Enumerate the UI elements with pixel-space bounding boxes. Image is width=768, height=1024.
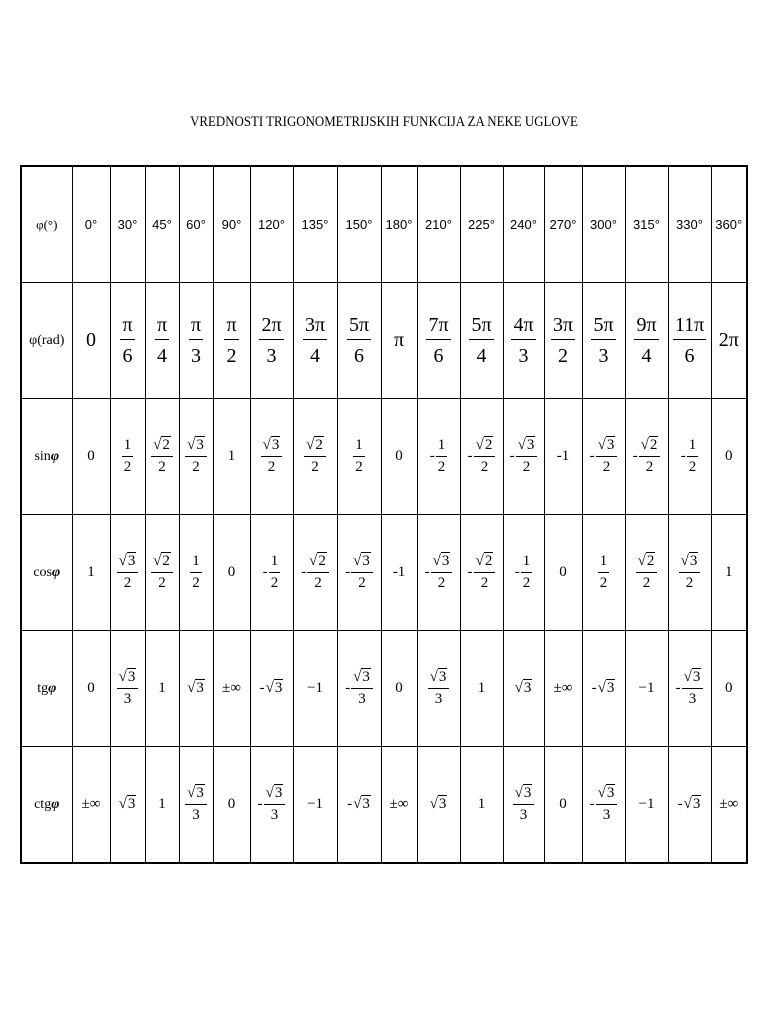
- value-cell: $\frac{1}{2}$: [110, 399, 145, 515]
- value-cell: $\frac{√3}{2}$: [668, 515, 711, 631]
- value-cell: $\frac{3\pi}{2}$: [544, 283, 582, 399]
- row-label: φ(rad): [21, 283, 72, 399]
- value-cell: 210°: [417, 166, 460, 283]
- value-cell: 0: [544, 515, 582, 631]
- value-cell: $\frac{\pi}{4}$: [145, 283, 179, 399]
- value-cell: −1: [293, 747, 337, 864]
- value-cell: 0: [72, 399, 110, 515]
- value-cell: 180°: [381, 166, 417, 283]
- page-title: VREDNOSTI TRIGONOMETRIJSKIH FUNKCIJA ZA NEKE UGLOVE: [190, 114, 578, 130]
- value-cell: -√3: [250, 631, 293, 747]
- value-cell: 1: [145, 631, 179, 747]
- value-cell: −1: [625, 747, 668, 864]
- value-cell: 0: [711, 631, 747, 747]
- value-cell: $\frac{√3}{2}$: [250, 399, 293, 515]
- value-cell: 0: [711, 399, 747, 515]
- value-cell: ±∞: [544, 631, 582, 747]
- value-cell: ±∞: [213, 631, 250, 747]
- value-cell: √3: [110, 747, 145, 864]
- value-cell: ±∞: [381, 747, 417, 864]
- value-cell: 315°: [625, 166, 668, 283]
- value-cell: $\frac{\pi}{3}$: [179, 283, 213, 399]
- value-cell: −1: [625, 631, 668, 747]
- value-cell: 240°: [503, 166, 544, 283]
- row-tg: [21, 631, 747, 747]
- value-cell: -1: [381, 515, 417, 631]
- value-cell: -√3: [668, 747, 711, 864]
- value-cell: - $\frac{1}{2}$: [503, 515, 544, 631]
- value-cell: √3: [179, 631, 213, 747]
- value-cell: $\frac{3\pi}{4}$: [293, 283, 337, 399]
- value-cell: 120°: [250, 166, 293, 283]
- value-cell: 0: [381, 399, 417, 515]
- value-cell: $\frac{4\pi}{3}$: [503, 283, 544, 399]
- value-cell: - $\frac{√2}{2}$: [460, 515, 503, 631]
- row-radians: [21, 283, 747, 399]
- value-cell: $\frac{√3}{3}$: [417, 631, 460, 747]
- value-cell: $\frac{√2}{2}$: [145, 515, 179, 631]
- value-cell: 1: [145, 747, 179, 864]
- value-cell: 0: [213, 747, 250, 864]
- value-cell: 1: [213, 399, 250, 515]
- row-degrees: [21, 166, 747, 283]
- value-cell: $\frac{√2}{2}$: [625, 515, 668, 631]
- value-cell: 270°: [544, 166, 582, 283]
- value-cell: -√3: [337, 747, 381, 864]
- row-label: ctgφ: [21, 747, 72, 864]
- value-cell: √3: [503, 631, 544, 747]
- row-ctg: [21, 747, 747, 864]
- value-cell: $\frac{√3}{2}$: [179, 399, 213, 515]
- value-cell: 0: [544, 747, 582, 864]
- value-cell: $\frac{\pi}{6}$: [110, 283, 145, 399]
- value-cell: $\frac{5\pi}{3}$: [582, 283, 625, 399]
- value-cell: 45°: [145, 166, 179, 283]
- value-cell: $\frac{5\pi}{4}$: [460, 283, 503, 399]
- value-cell: $\frac{√3}{3}$: [110, 631, 145, 747]
- value-cell: - $\frac{1}{2}$: [668, 399, 711, 515]
- value-cell: $\frac{√2}{2}$: [145, 399, 179, 515]
- value-cell: −1: [293, 631, 337, 747]
- value-cell: 0°: [72, 166, 110, 283]
- value-cell: π: [381, 283, 417, 399]
- value-cell: 1: [460, 747, 503, 864]
- value-cell: 135°: [293, 166, 337, 283]
- value-cell: - $\frac{√3}{3}$: [250, 747, 293, 864]
- value-cell: 1: [72, 515, 110, 631]
- value-cell: ±∞: [72, 747, 110, 864]
- value-cell: $\frac{11\pi}{6}$: [668, 283, 711, 399]
- value-cell: 90°: [213, 166, 250, 283]
- value-cell: $\frac{√3}{2}$: [110, 515, 145, 631]
- value-cell: - $\frac{√3}{2}$: [582, 399, 625, 515]
- row-label: tgφ: [21, 631, 72, 747]
- value-cell: 0: [72, 283, 110, 399]
- value-cell: - $\frac{√2}{2}$: [625, 399, 668, 515]
- value-cell: $\frac{9\pi}{4}$: [625, 283, 668, 399]
- value-cell: 360°: [711, 166, 747, 283]
- value-cell: $\frac{1}{2}$: [582, 515, 625, 631]
- value-cell: $\frac{1}{2}$: [337, 399, 381, 515]
- value-cell: $\frac{√3}{3}$: [179, 747, 213, 864]
- value-cell: 1: [460, 631, 503, 747]
- value-cell: $\frac{1}{2}$: [179, 515, 213, 631]
- value-cell: √3: [417, 747, 460, 864]
- value-cell: - $\frac{√3}{2}$: [503, 399, 544, 515]
- value-cell: $\frac{7\pi}{6}$: [417, 283, 460, 399]
- row-label: φ(°): [21, 166, 72, 283]
- value-cell: - $\frac{√2}{2}$: [293, 515, 337, 631]
- value-cell: 60°: [179, 166, 213, 283]
- value-cell: 1: [711, 515, 747, 631]
- value-cell: 2π: [711, 283, 747, 399]
- value-cell: $\frac{√3}{3}$: [503, 747, 544, 864]
- value-cell: 300°: [582, 166, 625, 283]
- value-cell: - $\frac{√3}{2}$: [417, 515, 460, 631]
- value-cell: $\frac{√2}{2}$: [293, 399, 337, 515]
- value-cell: 0: [72, 631, 110, 747]
- value-cell: 0: [213, 515, 250, 631]
- value-cell: - $\frac{√3}{3}$: [337, 631, 381, 747]
- value-cell: -√3: [582, 631, 625, 747]
- value-cell: $\frac{2\pi}{3}$: [250, 283, 293, 399]
- value-cell: 330°: [668, 166, 711, 283]
- value-cell: 150°: [337, 166, 381, 283]
- value-cell: - $\frac{√2}{2}$: [460, 399, 503, 515]
- value-cell: 0: [381, 631, 417, 747]
- value-cell: -1: [544, 399, 582, 515]
- value-cell: $\frac{5\pi}{6}$: [337, 283, 381, 399]
- value-cell: - $\frac{1}{2}$: [417, 399, 460, 515]
- row-label: sinφ: [21, 399, 72, 515]
- value-cell: $\frac{\pi}{2}$: [213, 283, 250, 399]
- value-cell: ±∞: [711, 747, 747, 864]
- row-label: cosφ: [21, 515, 72, 631]
- value-cell: - $\frac{1}{2}$: [250, 515, 293, 631]
- value-cell: 30°: [110, 166, 145, 283]
- value-cell: 225°: [460, 166, 503, 283]
- row-sin: [21, 399, 747, 515]
- row-cos: [21, 515, 747, 631]
- value-cell: - $\frac{√3}{3}$: [582, 747, 625, 864]
- value-cell: - $\frac{√3}{2}$: [337, 515, 381, 631]
- value-cell: - $\frac{√3}{3}$: [668, 631, 711, 747]
- trig-values-table: [20, 165, 748, 864]
